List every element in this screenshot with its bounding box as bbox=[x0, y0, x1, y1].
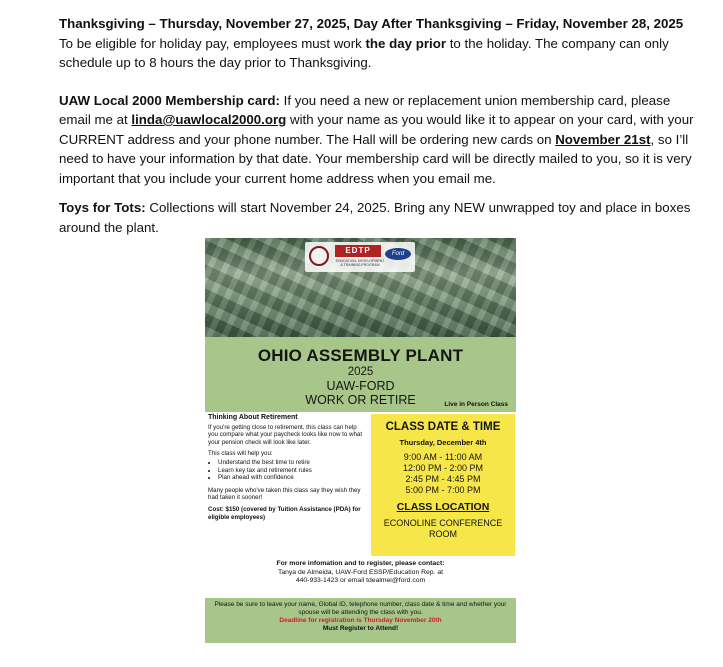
class-times bbox=[371, 452, 515, 496]
contact-line-2: 440-933-1423 or email tdealmei@ford.com bbox=[295, 577, 426, 584]
flyer-title: OHIO ASSEMBLY PLANT bbox=[257, 346, 464, 365]
toys-label: Toys for Tots: bbox=[59, 200, 146, 215]
membership-order-date: November 21st bbox=[555, 131, 651, 147]
holiday-text-pre: To be eligible for holiday pay, employees must work bbox=[59, 35, 366, 51]
testimonial-text: Many people who've taken this class say they wish they had taken it sooner! bbox=[208, 486, 361, 502]
contact-info bbox=[205, 560, 516, 586]
holiday-section bbox=[59, 14, 699, 73]
flyer-title-band bbox=[205, 337, 516, 412]
membership-text-1: If you need a new or replacement union membership card, please email me at bbox=[59, 92, 671, 127]
membership-text-3: , so I’ll need to have your information by that date. Your membership card will be directly mailed to you, so it is very important that you include your current home address when you email me. bbox=[59, 131, 692, 186]
class-time-slot: 5:00 PM - 7:00 PM bbox=[405, 485, 481, 495]
edtp-logo-text: EDTP bbox=[335, 245, 381, 257]
description-help-heading: This class will help you: bbox=[208, 450, 273, 458]
toys-text: Collections will start November 24, 2025. Bring any NEW unwrapped toy and place in boxes around the plant. bbox=[59, 200, 691, 235]
class-date-heading: CLASS DATE & TIME bbox=[385, 421, 501, 433]
edtp-logo-subtitle: EDUCATION, DEVELOPMENT & TRAINING PROGRAM bbox=[335, 259, 385, 267]
flyer-program: WORK OR RETIRE bbox=[305, 393, 416, 407]
edtp-logo bbox=[305, 242, 415, 272]
money-background-image bbox=[205, 238, 516, 337]
document-body bbox=[59, 14, 699, 237]
membership-text-2: with your name as you would like it to appear on your card, with your CURRENT address and your phone number. The Hall will be ordering new cards on bbox=[59, 112, 694, 147]
list-item: • Plan ahead with confidence bbox=[218, 474, 368, 482]
registration-band bbox=[205, 598, 516, 643]
ford-logo: Ford bbox=[385, 248, 411, 260]
toys-section bbox=[59, 198, 699, 237]
registration-deadline: Deadline for registration is Thursday November 20th bbox=[279, 617, 442, 624]
holiday-text-bold: the day prior bbox=[365, 35, 447, 51]
class-time-slot: 2:45 PM - 4:45 PM bbox=[405, 474, 481, 484]
registration-required: Must Register to Attend! bbox=[322, 625, 399, 632]
class-schedule-box bbox=[371, 414, 515, 556]
uaw-seal-icon bbox=[309, 246, 329, 266]
class-date: Thursday, December 4th bbox=[399, 438, 487, 447]
description-heading: Thinking About Retirement bbox=[208, 414, 298, 421]
contact-line-1: Tanya de Almeida, UAW-Ford ESSP/Education Rep. at bbox=[277, 568, 444, 576]
retirement-class-flyer bbox=[205, 238, 516, 643]
cost-text: Cost: $150 (covered by Tuition Assistance (PDA) for eligible employees) bbox=[208, 505, 361, 521]
list-item: • Understand the best time to retire bbox=[218, 459, 368, 467]
class-description bbox=[208, 414, 368, 525]
flyer-org: UAW-FORD bbox=[326, 379, 395, 393]
class-time-slot: 12:00 PM - 2:00 PM bbox=[402, 463, 484, 473]
membership-section bbox=[59, 91, 699, 189]
list-item: • Learn key tax and retirement rules bbox=[218, 467, 368, 475]
class-location: ECONOLINE CONFERENCE ROOM bbox=[383, 518, 503, 539]
class-time-slot: 9:00 AM - 11:00 AM bbox=[403, 452, 483, 462]
class-location-heading: CLASS LOCATION bbox=[396, 501, 490, 513]
description-intro: If you're getting close to retirement, this class can help you compare what your paycheck looks like now to what your pension check will look like later. bbox=[208, 423, 363, 446]
benefit-list bbox=[208, 459, 368, 482]
holiday-text-post: to the holiday. The company can only schedule up to 8 hours the day prior to Thanksgiving. bbox=[59, 35, 669, 70]
membership-label: UAW Local 2000 Membership card: bbox=[59, 92, 280, 108]
contact-heading: For more infomation and to register, please contact: bbox=[276, 560, 445, 567]
flyer-year: 2025 bbox=[347, 366, 374, 378]
live-class-label: Live in Person Class bbox=[444, 401, 508, 408]
holiday-heading: Thanksgiving – Thursday, November 27, 2025, Day After Thanksgiving – Friday, November 28, 2025 bbox=[59, 16, 684, 31]
membership-email-link[interactable]: linda@uawlocal2000.org bbox=[131, 112, 287, 127]
registration-message: Please be sure to leave your name, Global ID, telephone number, class date & time and whether your spouse will be attending the class with you. bbox=[214, 601, 507, 616]
